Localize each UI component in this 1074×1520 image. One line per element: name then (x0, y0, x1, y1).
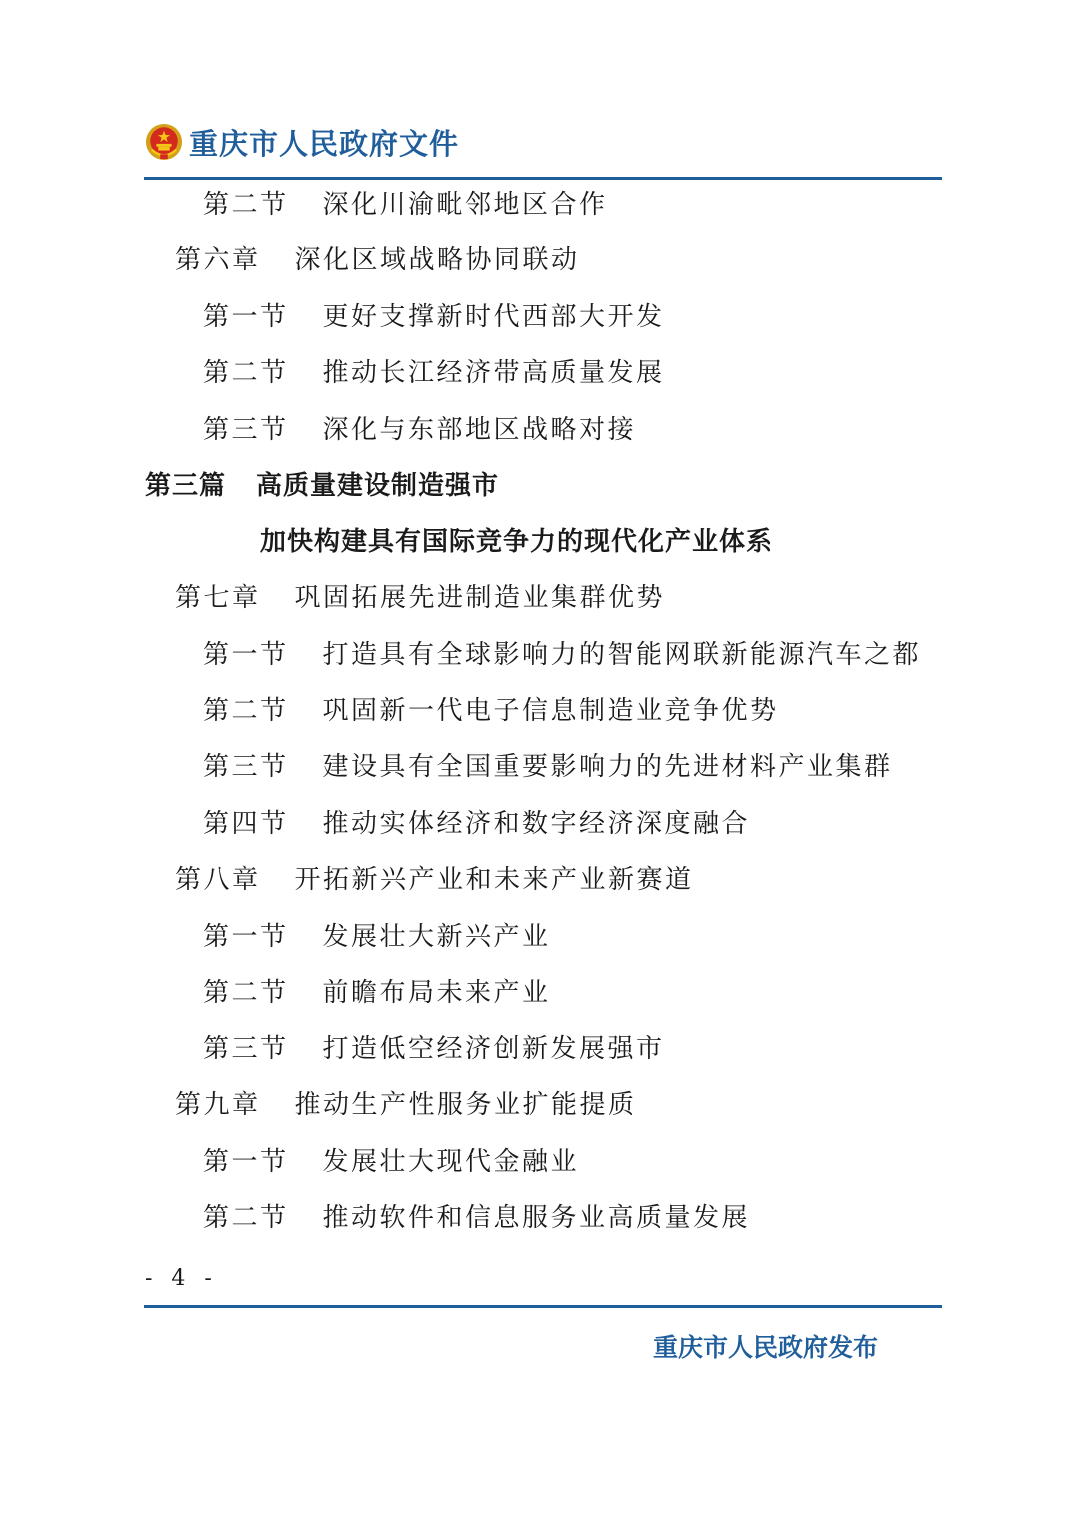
toc-section: 第二节 推动长江经济带高质量发展 (203, 358, 665, 388)
toc-chapter: 第七章 巩固拓展先进制造业集群优势 (175, 583, 666, 613)
toc-section: 第一节 发展壮大新兴产业 (203, 922, 551, 952)
toc-section: 第二节 巩固新一代电子信息制造业竞争优势 (203, 696, 779, 726)
footer-divider (144, 1305, 942, 1308)
toc-section: 第二节 深化川渝毗邻地区合作 (203, 190, 608, 220)
toc-section: 第一节 发展壮大现代金融业 (203, 1147, 580, 1177)
toc-part: 第三篇 高质量建设制造强市 (145, 471, 500, 501)
toc-section: 第一节 打造具有全球影响力的智能网联新能源汽车之都 (203, 640, 922, 670)
toc-section: 第三节 建设具有全国重要影响力的先进材料产业集群 (203, 752, 893, 782)
toc-chapter: 第八章 开拓新兴产业和未来产业新赛道 (175, 865, 694, 895)
toc-section: 第二节 推动软件和信息服务业高质量发展 (203, 1203, 751, 1233)
toc-section: 第二节 前瞻布局未来产业 (203, 978, 551, 1008)
footer-publisher: 重庆市人民政府发布 (652, 1333, 878, 1362)
toc-chapter: 第六章 深化区域战略协同联动 (175, 245, 580, 275)
toc-section: 第三节 打造低空经济创新发展强市 (203, 1034, 665, 1064)
page-number: - 4 - (145, 1266, 218, 1291)
toc-part-subtitle: 加快构建具有国际竞争力的现代化产业体系 (260, 527, 774, 557)
toc-section: 第四节 推动实体经济和数字经济深度融合 (203, 809, 751, 839)
toc-chapter: 第九章 推动生产性服务业扩能提质 (175, 1090, 637, 1120)
toc-section: 第三节 深化与东部地区战略对接 (203, 415, 637, 445)
header-title: 重庆市人民政府文件 (189, 126, 460, 161)
toc-section: 第一节 更好支撑新时代西部大开发 (203, 302, 665, 332)
